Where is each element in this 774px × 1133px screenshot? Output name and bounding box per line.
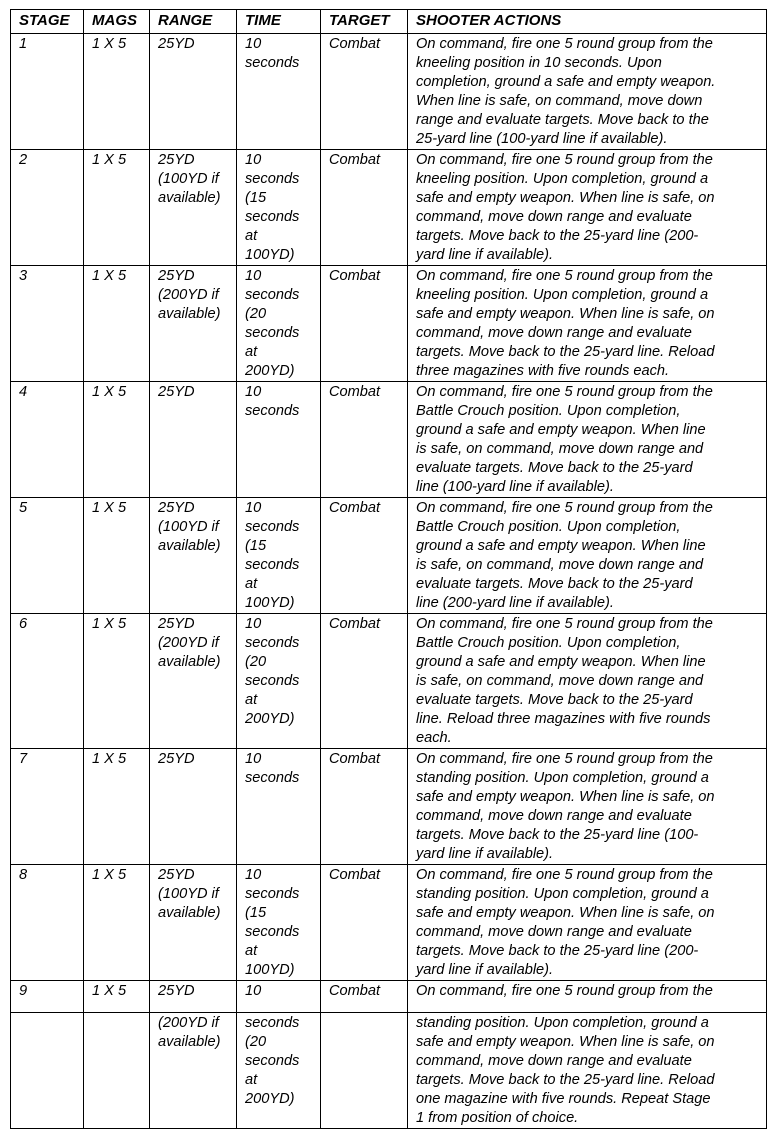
actions-cell: On command, fire one 5 round group from the standing position. Upon completion, ground a safe and empty weapon. When line is safe, on command, move down range and evaluate targets. Move back to the 25-yard line (100- yard line if available). — [408, 749, 767, 865]
col-header-range: RANGE — [150, 10, 237, 34]
target-cell: Combat — [321, 382, 408, 498]
table-row — [11, 34, 767, 150]
actions-cell: On command, fire one 5 round group from the Battle Crouch position. Upon completion, ground a safe and empty weapon. When line is safe, on command, move down range and evaluate targets. Move back to the 25-yard line (100-yard line if available). — [408, 382, 767, 498]
range-cell: 25YD (200YD if available) — [150, 614, 237, 749]
col-header-stage: STAGE — [11, 10, 84, 34]
mags-cell: 1 X 5 — [84, 266, 150, 382]
actions-cell: On command, fire one 5 round group from the standing position. Upon completion, ground a safe and empty weapon. When line is safe, on command, move down range and evaluate targets. Move back to the 25-yard line (200- yard line if available). — [408, 865, 767, 981]
stage-cell — [11, 1013, 84, 1129]
mags-cell: 1 X 5 — [84, 498, 150, 614]
time-cell: 10 seconds — [237, 749, 321, 865]
time-cell: 10 seconds (20 seconds at 200YD) — [237, 266, 321, 382]
actions-cell: On command, fire one 5 round group from the Battle Crouch position. Upon completion, ground a safe and empty weapon. When line is safe, on command, move down range and evaluate targets. Move back to the 25-yard line (200-yard line if available). — [408, 498, 767, 614]
time-cell: 10 seconds (15 seconds at 100YD) — [237, 865, 321, 981]
actions-cell: On command, fire one 5 round group from the Battle Crouch position. Upon completion, ground a safe and empty weapon. When line is safe, on command, move down range and evaluate targets. Move back to the 25-yard line. Reload three magazines with five rounds each. — [408, 614, 767, 749]
stage-cell: 1 — [11, 34, 84, 150]
col-header-mags: MAGS — [84, 10, 150, 34]
target-cell: Combat — [321, 150, 408, 266]
range-cell: 25YD — [150, 749, 237, 865]
table-row — [11, 382, 767, 498]
time-cell: 10 seconds (20 seconds at 200YD) — [237, 614, 321, 749]
target-cell: Combat — [321, 981, 408, 1013]
table-row — [11, 150, 767, 266]
mags-cell: 1 X 5 — [84, 382, 150, 498]
mags-cell: 1 X 5 — [84, 614, 150, 749]
range-cell: 25YD — [150, 382, 237, 498]
time-cell: 10 — [237, 981, 321, 1013]
mags-cell: 1 X 5 — [84, 150, 150, 266]
actions-cell: On command, fire one 5 round group from the kneeling position in 10 seconds. Upon completion, ground a safe and empty weapon. When line is safe, on command, move down range and evaluate targets. Move back to the 25-yard line (100-yard line if available). — [408, 34, 767, 150]
time-cell: 10 seconds (15 seconds at 100YD) — [237, 498, 321, 614]
stage-cell: 9 — [11, 981, 84, 1013]
range-cell: 25YD — [150, 981, 237, 1013]
stage-cell: 2 — [11, 150, 84, 266]
col-header-target: TARGET — [321, 10, 408, 34]
stage-table — [10, 9, 767, 1129]
stage-cell: 5 — [11, 498, 84, 614]
time-cell: seconds (20 seconds at 200YD) — [237, 1013, 321, 1129]
target-cell: Combat — [321, 266, 408, 382]
range-cell: 25YD (100YD if available) — [150, 150, 237, 266]
mags-cell: 1 X 5 — [84, 865, 150, 981]
range-cell: 25YD (100YD if available) — [150, 498, 237, 614]
table-row — [11, 981, 767, 1013]
table-row — [11, 749, 767, 865]
stage-cell: 7 — [11, 749, 84, 865]
table-row — [11, 498, 767, 614]
table-row — [11, 266, 767, 382]
mags-cell: 1 X 5 — [84, 981, 150, 1013]
target-cell — [321, 1013, 408, 1129]
table-row — [11, 865, 767, 981]
table-row — [11, 1013, 767, 1129]
range-cell: 25YD (100YD if available) — [150, 865, 237, 981]
header-row — [11, 10, 767, 34]
time-cell: 10 seconds — [237, 34, 321, 150]
table-row — [11, 614, 767, 749]
stage-cell: 4 — [11, 382, 84, 498]
actions-cell: On command, fire one 5 round group from the kneeling position. Upon completion, ground a safe and empty weapon. When line is safe, on command, move down range and evaluate targets. Move back to the 25-yard line. Reload three magazines with five rounds each. — [408, 266, 767, 382]
mags-cell — [84, 1013, 150, 1129]
range-cell: 25YD (200YD if available) — [150, 266, 237, 382]
target-cell: Combat — [321, 498, 408, 614]
actions-cell: On command, fire one 5 round group from the kneeling position. Upon completion, ground a safe and empty weapon. When line is safe, on command, move down range and evaluate targets. Move back to the 25-yard line (200- yard line if available). — [408, 150, 767, 266]
stage-cell: 8 — [11, 865, 84, 981]
target-cell: Combat — [321, 34, 408, 150]
actions-cell: On command, fire one 5 round group from the — [408, 981, 767, 1013]
col-header-time: TIME — [237, 10, 321, 34]
range-cell: 25YD — [150, 34, 237, 150]
range-cell: (200YD if available) — [150, 1013, 237, 1129]
col-header-shooter-actions: SHOOTER ACTIONS — [408, 10, 767, 34]
stage-cell: 6 — [11, 614, 84, 749]
time-cell: 10 seconds (15 seconds at 100YD) — [237, 150, 321, 266]
target-cell: Combat — [321, 865, 408, 981]
mags-cell: 1 X 5 — [84, 749, 150, 865]
target-cell: Combat — [321, 614, 408, 749]
stage-cell: 3 — [11, 266, 84, 382]
time-cell: 10 seconds — [237, 382, 321, 498]
actions-cell: standing position. Upon completion, ground a safe and empty weapon. When line is safe, on command, move down range and evaluate targets. Move back to the 25-yard line. Reload one magazine with five rounds. Repeat Stage 1 from position of choice. — [408, 1013, 767, 1129]
target-cell: Combat — [321, 749, 408, 865]
mags-cell: 1 X 5 — [84, 34, 150, 150]
